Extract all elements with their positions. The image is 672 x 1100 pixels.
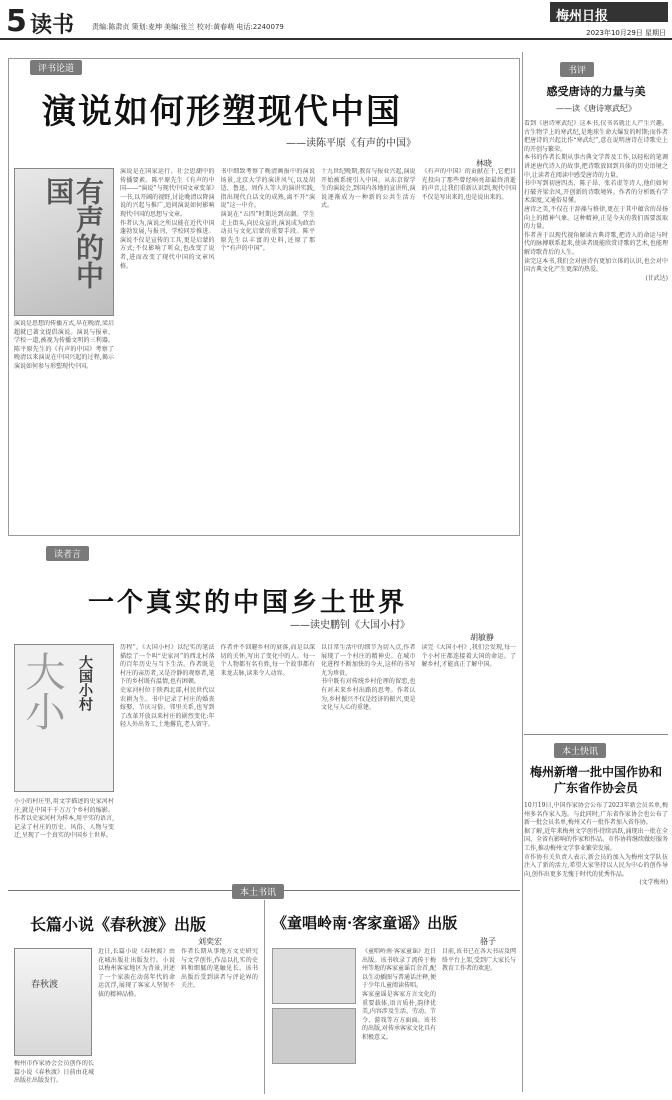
right1-author: (甘武达) bbox=[645, 274, 668, 282]
right2-body bbox=[524, 802, 668, 1100]
right1-paragraph: 读完这本书,我们会对唐诗有更加立体的认识,也会对中国古典文化产生更深的热爱。 bbox=[524, 257, 668, 274]
article2-caption: 小小的村庄里,用文字描述的史家河村庄,就是中国千千万万个乡村的缩影。作者以史家河村为样本,用平实的语言,记录了村庄的历史、风俗、人物与变迁,呈现了一个真实的中国乡土世界。 bbox=[14, 798, 114, 840]
article1-paragraph: 书中细致考察了晚清画报中的演说场景,北京大学的演讲风气,以及胡适、鲁迅、周作人等人的演讲实践,指出现代白话文的成熟,离不开“演说”这一中介。 bbox=[220, 168, 315, 210]
article2-paragraph: 以目常生活中的细节为切入点,作者展现了一个村庄的精神史。在城市化进程不断加快的今天,这样的书写尤为珍贵。 bbox=[321, 644, 416, 677]
article1-body bbox=[120, 168, 516, 532]
article1-paragraph: 作者认为,演说之所以能在近代中国蓬勃发展,与报刊、学校同步推进。演说不仅是宣传的工具,更是启蒙的方式;不仅影响了听众,也改变了说者,进而改变了现代中国的文章风格。 bbox=[120, 219, 215, 270]
article1-paragraph: 十九世纪晚期,教育与报业兴起,演说开始被系统引入中国。从东京留学生的演说会,到国内各地的宣讲所,演说逐渐成为一种新的公共生活方式。 bbox=[321, 168, 416, 210]
newspaper-brand: 梅州日报 bbox=[550, 2, 668, 22]
article3-body bbox=[98, 948, 258, 1094]
right-rail-divider-h bbox=[524, 734, 668, 735]
article4-paragraph: 目前,该书已在各大书店及网络平台上架,受到广大家长与教育工作者的欢迎。 bbox=[442, 948, 516, 973]
article2-author: 胡敏静 bbox=[470, 633, 494, 642]
article3-title: 长篇小说《春秋渡》出版 bbox=[30, 915, 207, 934]
article1-caption: 演说是思想的传播方式,早在晚清,梁启超就已著文提倡演说。演说与报章、学校一道,被视为传播文明的三利器。陈平原先生的《有声的中国》考察了晚清以来演说在中国兴起的过程,揭示演说如何参与形塑现代中国。 bbox=[14, 320, 114, 370]
right1-paragraph: 本书的作者长期从事古典文学普及工作,以轻松的笔调讲述唐代诗人的故事,把诗歌放回到具体的历史语境之中,让读者在阅读中感受唐诗的力量。 bbox=[524, 154, 668, 179]
right1-subtitle: ——读《唐诗寒武纪》 bbox=[556, 104, 636, 113]
issue-date: 2023年10月29日 星期日 bbox=[586, 29, 666, 37]
right1-title: 感受唐诗的力量与美 bbox=[546, 85, 646, 98]
article3-book-cover bbox=[14, 948, 92, 1056]
article1-subtitle: ——读陈平原《有声的中国》 bbox=[286, 138, 416, 149]
article2-book-cover-title: 大国小村 bbox=[77, 655, 93, 711]
right1-body bbox=[524, 120, 668, 730]
article3-caption: 梅州市作家协会会员创作的长篇小说《春秋渡》日前由花城出版社出版发行。 bbox=[14, 1060, 94, 1085]
article1-book-cover-title: 有声的中国 bbox=[42, 177, 105, 289]
right2-paragraph: 市作协有关负责人表示,新会员的加入为梅州文学队伍注入了新的活力,希望大家坚持以人民为中心的创作导向,创作出更多无愧于时代的优秀作品。 bbox=[524, 853, 668, 878]
right-rail bbox=[524, 58, 668, 1088]
right1-tag: 书评 bbox=[560, 62, 594, 77]
article2-paragraph: 书中既有对传统乡村伦理的留恋,也有对未来乡村出路的思考。作者认为,乡村振兴不仅是经济的振兴,更是文化与人心的重建。 bbox=[321, 678, 416, 712]
article2-tag: 读者言 bbox=[46, 546, 89, 561]
article2-paragraph: 历程”。《大国小村》以纪实的笔法描绘了一个叫“史家河”的西北村落的百年历史与当下生活。作者既是村庄的亲历者,又是冷静的观察者,笔下的乡村既有温情,也有困顿。 bbox=[120, 644, 215, 686]
article1-author: 林晓 bbox=[476, 159, 492, 168]
article1-paragraph: 《有声的中国》的贡献在于,它把目光投向了那些曾经响亮却最终消逝的声音,让我们重新认识到,现代中国不仅是写出来的,也是说出来的。 bbox=[421, 168, 516, 201]
right2-title: 梅州新增一批中国作协和广东省作协会员 bbox=[529, 765, 662, 795]
article4-author: 骆子 bbox=[480, 937, 496, 946]
article1-title: 演说如何形塑现代中国 bbox=[42, 92, 402, 132]
article2-paragraph: 作者并不回避乡村的衰落,而是以深切的关怀,写出了变化中的人。每一个人物都有名有姓,每一个故事都有来龙去脉,读来令人动容。 bbox=[220, 644, 315, 677]
article3-paragraph: 近日,长篇小说《春秋渡》由花城出版社出版发行。小说以梅州客家地区为背景,讲述了一个家族在动荡年代的命运沉浮,展现了客家人坚韧不拔的精神品格。 bbox=[98, 948, 175, 998]
right2-author: (文学梅州) bbox=[639, 879, 668, 887]
article2-paragraph: 读完《大国小村》,我们会发现,每一个小村庄都连接着大国的命运。了解乡村,才能真正了解中国。 bbox=[421, 644, 516, 669]
right2-paragraph: 10月19日,中国作家协会公布了2023年新会员名单,梅州多名作家入选。与此同时,广东省作家协会也公布了新一批会员名单,梅州又有一批作者加入省作协。 bbox=[524, 802, 668, 827]
article3-tag: 本土书讯 bbox=[232, 884, 284, 899]
article2-body bbox=[120, 644, 516, 882]
article3-author: 刘奕宏 bbox=[198, 937, 222, 946]
article4-paragraph: 客家童谣是客家方言文化的重要载体,语言质朴,韵律优美,内容涉及生活、劳动、节令、游戏等方方面面。该书的出版,对传承客家文化具有积极意义。 bbox=[362, 990, 436, 1041]
right2-tag: 本土快讯 bbox=[554, 743, 606, 758]
right1-paragraph: 看到《唐诗寒武纪》这本书,仅书名就让人产生兴趣。古生物学上的寒武纪,是地球生命大爆发的时期;而作者把唐诗的兴起比作“寒武纪”,意在说明唐诗在诗歌史上的开创与繁荣。 bbox=[524, 120, 668, 153]
article2-title: 一个真实的中国乡土世界 bbox=[88, 588, 408, 618]
article2-book-cover-big: 大小 bbox=[19, 651, 65, 731]
article4-body bbox=[272, 948, 516, 1094]
right-rail-divider bbox=[522, 52, 523, 1092]
article3-paragraph: 作者长期从事地方文史研究与文学创作,作品以扎实的史料和细腻的笔触见长。该书出版后受到读者与评论界的关注。 bbox=[181, 948, 258, 990]
article1-paragraph: 演说是在国家运行、社会思潮中的传播要素。陈平原先生《有声的中国——“演说”与现代中国文章变革》一书,以开阔的视野,讨论晚清以降演说的兴起与推广,追问演说如何影响现代中国的思想与文章。 bbox=[120, 168, 215, 218]
article4-book-cover-b bbox=[272, 1008, 356, 1064]
article3-book-cover-title: 春秋渡 bbox=[31, 980, 59, 990]
article2-book-cover bbox=[14, 644, 114, 792]
article2-subtitle: ——读史鹏钊《大国小村》 bbox=[290, 620, 410, 631]
right1-paragraph: 书中写到初唐四杰、陈子昂、张若虚等诗人,他们如何打破齐梁余风,开创新的诗歌境界。作者的分析既有学术深度,又通俗易懂。 bbox=[524, 180, 668, 205]
article4-paragraph: 《童唱岭南·客家童谣》近日出版。该书收录了流传于梅州等地的客家童谣百余首,配以生动插图与普通话注释,便于少年儿童阅读传唱。 bbox=[362, 948, 436, 990]
page-number: 5 bbox=[6, 4, 27, 39]
section-name: 读书 bbox=[30, 13, 75, 38]
article2-paragraph: 史家河村位于陕西北部,村民世代以农耕为生。书中记录了村庄的婚丧嫁娶、节庆习俗、邻里关系,也写到了改革开放以来村庄的剧烈变化:年轻人外出务工,土地撂荒,老人留守。 bbox=[120, 686, 215, 729]
editors-line: 责编:陈肃贞 策划:麦坤 美编:张兰 校对:黄春萌 电话:2240079 bbox=[92, 23, 284, 31]
article4-book-cover-a bbox=[272, 948, 356, 1004]
masthead bbox=[0, 0, 672, 40]
right2-paragraph: 据了解,近年来梅州文学创作持续活跃,涌现出一批在全国、全省有影响的作家和作品。市作协将继续做好服务工作,推动梅州文学事业繁荣发展。 bbox=[524, 827, 668, 852]
right1-paragraph: 唐诗之美,不仅在于辞藻与格律,更在于其中蕴含的昂扬向上的精神气象。这种精神,正是今天的我们需要汲取的力量。 bbox=[524, 205, 668, 231]
article4-title: 《童唱岭南·客家童谣》出版 bbox=[272, 914, 458, 932]
bottom-column-divider bbox=[264, 900, 265, 1094]
article1-tag: 评书论道 bbox=[30, 60, 82, 75]
right1-paragraph: 作者善于以现代视角解读古典诗歌,把诗人的命运与时代的脉搏联系起来,使读者既能欣赏诗歌的艺术,也能理解诗歌背后的人生。 bbox=[524, 231, 668, 256]
article1-paragraph: 演说在“五四”时期达到高潮。学生走上街头,向民众宣讲,演说成为政治动员与文化启蒙的重要手段。陈平原先生以丰富的史料,还原了那个“有声的中国”。 bbox=[220, 210, 315, 253]
article1-book-cover bbox=[14, 168, 114, 316]
